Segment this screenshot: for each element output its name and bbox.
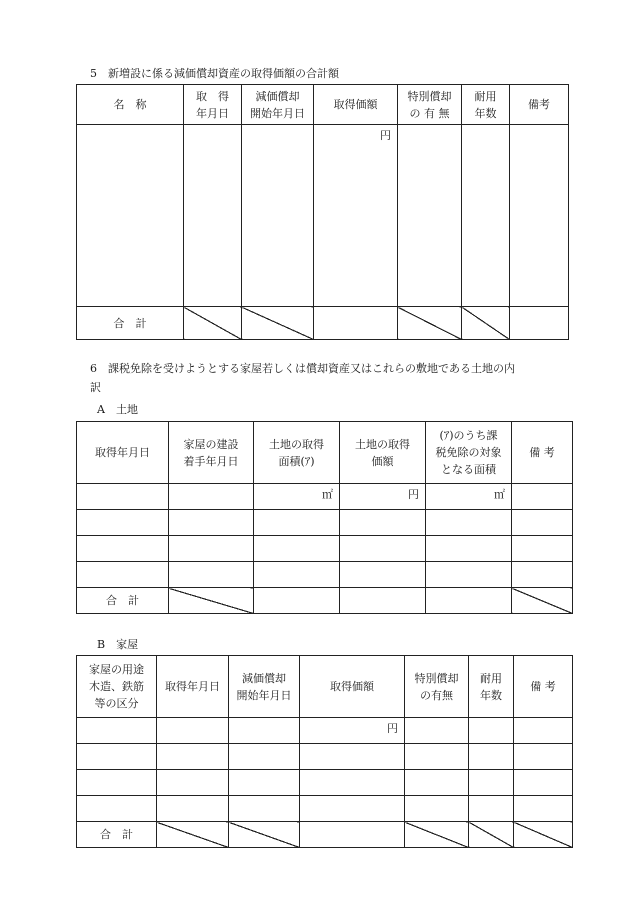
header-land-area: 土地の取得 面積(ｱ): [254, 422, 340, 484]
section6-heading: 6 課税免除を受けようとする家屋若しくは償却資産又はこれらの敷地である土地の内: [90, 362, 515, 375]
cell[interactable]: [254, 588, 340, 614]
total-remarks-cell[interactable]: [510, 307, 569, 340]
life-cell[interactable]: [462, 125, 510, 307]
cell[interactable]: [229, 744, 300, 770]
cell[interactable]: [469, 770, 514, 796]
total-row: [77, 588, 573, 614]
cell[interactable]: [512, 484, 573, 510]
header-special-depreciation: 特別償却 の有無: [405, 656, 469, 718]
header-depreciation-start: 減価償却 開始年月日: [242, 85, 314, 125]
section5-heading: 5 新増設に係る減価償却資産の取得価額の合計額: [90, 67, 339, 80]
cell[interactable]: [169, 536, 254, 562]
total-price-cell[interactable]: [314, 307, 398, 340]
land-price-cell[interactable]: [340, 484, 426, 510]
cell[interactable]: [340, 562, 426, 588]
header-usage: 家屋の用途 木造、鉄筋 等の区分: [77, 656, 157, 718]
header-land-price: 土地の取得 価額: [340, 422, 426, 484]
table-row: [77, 770, 573, 796]
diagonal-cell: [512, 588, 573, 614]
cell[interactable]: [157, 796, 229, 822]
cell[interactable]: [512, 536, 573, 562]
section5-table: [76, 84, 569, 340]
cell[interactable]: [229, 770, 300, 796]
header-useful-life: 耐用 年数: [469, 656, 514, 718]
table-row: [77, 562, 573, 588]
cell[interactable]: [229, 796, 300, 822]
yen-unit: 円: [387, 722, 398, 735]
special-cell[interactable]: [398, 125, 462, 307]
cell[interactable]: [469, 718, 514, 744]
cell[interactable]: [340, 588, 426, 614]
header-building-start: 家屋の建設 着手年月日: [169, 422, 254, 484]
cell[interactable]: [77, 770, 157, 796]
table-row: [77, 744, 573, 770]
cell[interactable]: [514, 796, 573, 822]
cell[interactable]: [254, 536, 340, 562]
house-title: B 家屋: [97, 638, 139, 651]
cell[interactable]: [169, 562, 254, 588]
cell[interactable]: [340, 536, 426, 562]
header-remarks: 備 考: [514, 656, 573, 718]
cell[interactable]: [77, 744, 157, 770]
diagonal-cell: [157, 822, 229, 848]
header-special-depreciation: 特別償却 の 有 無: [398, 85, 462, 125]
cell[interactable]: [169, 484, 254, 510]
diagonal-cell: [514, 822, 573, 848]
cell[interactable]: [426, 510, 512, 536]
exempt-area-cell[interactable]: [426, 484, 512, 510]
cell[interactable]: [300, 822, 405, 848]
cell[interactable]: [405, 770, 469, 796]
header-useful-life: 耐用 年数: [462, 85, 510, 125]
diagonal-cell: [242, 307, 314, 340]
sqm-unit: ㎡: [494, 488, 505, 501]
table-row: [77, 536, 573, 562]
diagonal-cell: [184, 307, 242, 340]
cell[interactable]: [77, 718, 157, 744]
header-acquisition-price: 取得価額: [300, 656, 405, 718]
table-row: [77, 484, 573, 510]
header-remarks: 備 考: [512, 422, 573, 484]
total-row: [77, 307, 569, 340]
acq-price-cell[interactable]: [300, 718, 405, 744]
cell[interactable]: [512, 510, 573, 536]
cell[interactable]: [77, 796, 157, 822]
cell[interactable]: [512, 562, 573, 588]
diagonal-cell: [398, 307, 462, 340]
cell[interactable]: [300, 796, 405, 822]
name-cell[interactable]: [77, 125, 184, 307]
yen-unit: 円: [380, 129, 391, 142]
header-depreciation-start: 減価償却 開始年月日: [229, 656, 300, 718]
cell[interactable]: [77, 510, 169, 536]
diagonal-cell: [169, 588, 254, 614]
header-acquisition-price: 取得価額: [314, 85, 398, 125]
cell[interactable]: [469, 744, 514, 770]
header-exempt-area: (ｱ)のうち課 税免除の対象 となる面積: [426, 422, 512, 484]
cell[interactable]: [426, 536, 512, 562]
acq-date-cell[interactable]: [184, 125, 242, 307]
dep-start-cell[interactable]: [242, 125, 314, 307]
land-title: A 土地: [97, 403, 138, 416]
diagonal-cell: [462, 307, 510, 340]
cell[interactable]: [405, 744, 469, 770]
cell[interactable]: [405, 718, 469, 744]
cell[interactable]: [157, 744, 229, 770]
yen-unit: 円: [408, 488, 419, 501]
diagonal-cell: [405, 822, 469, 848]
land-area-cell[interactable]: [254, 484, 340, 510]
cell[interactable]: [514, 770, 573, 796]
total-label: 合 計: [77, 588, 169, 614]
diagonal-cell: [229, 822, 300, 848]
cell[interactable]: [514, 718, 573, 744]
cell[interactable]: [157, 770, 229, 796]
cell[interactable]: [77, 536, 169, 562]
table-row: [77, 796, 573, 822]
acq-price-cell[interactable]: [314, 125, 398, 307]
section6-heading-cont: 訳: [90, 381, 101, 394]
cell[interactable]: [77, 484, 169, 510]
header-acquisition-date: 取 得 年月日: [184, 85, 242, 125]
cell[interactable]: [300, 770, 405, 796]
cell[interactable]: [229, 718, 300, 744]
diagonal-cell: [469, 822, 514, 848]
table-row: [77, 510, 573, 536]
total-label: 合 計: [77, 822, 157, 848]
header-acquisition-date: 取得年月日: [157, 656, 229, 718]
header-acquisition-date: 取得年月日: [77, 422, 169, 484]
cell[interactable]: [157, 718, 229, 744]
cell[interactable]: [426, 588, 512, 614]
table-row: [77, 718, 573, 744]
total-label: 合 計: [77, 307, 184, 340]
cell[interactable]: [300, 744, 405, 770]
table-row: [77, 125, 569, 307]
remarks-cell[interactable]: [510, 125, 569, 307]
header-remarks: 備考: [510, 85, 569, 125]
cell[interactable]: [340, 510, 426, 536]
cell[interactable]: [514, 744, 573, 770]
cell[interactable]: [426, 562, 512, 588]
cell[interactable]: [254, 510, 340, 536]
cell[interactable]: [254, 562, 340, 588]
total-row: [77, 822, 573, 848]
cell[interactable]: [405, 796, 469, 822]
sqm-unit: ㎡: [322, 488, 333, 501]
house-table: [76, 655, 573, 848]
header-name: 名 称: [77, 85, 184, 125]
cell[interactable]: [469, 796, 514, 822]
cell[interactable]: [77, 562, 169, 588]
cell[interactable]: [169, 510, 254, 536]
land-table: [76, 421, 573, 614]
